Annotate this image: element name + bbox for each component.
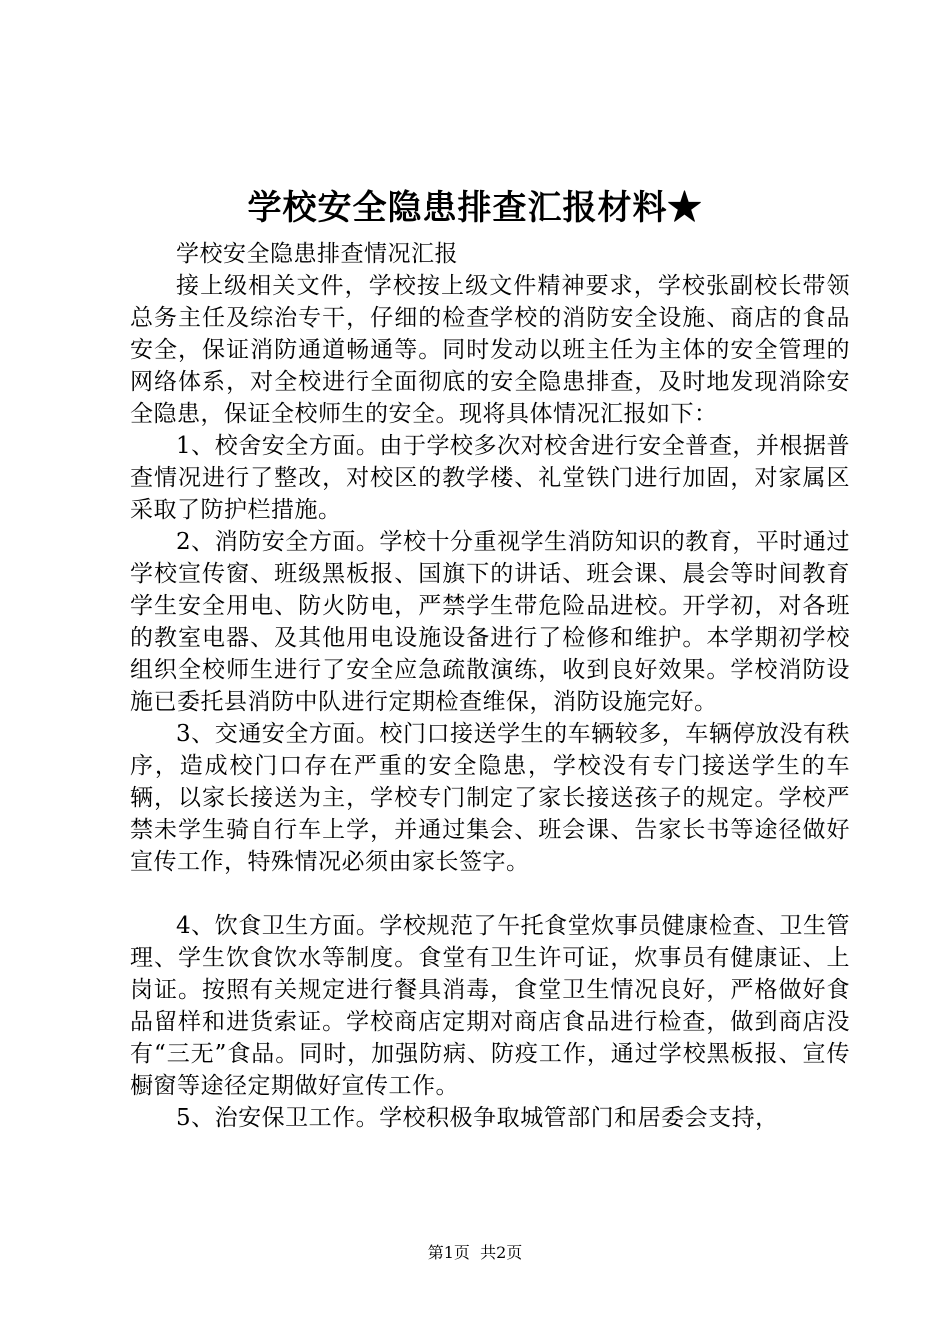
paragraph-food-hygiene: 4、饮食卫生方面。学校规范了午托食堂炊事员健康检查、卫生管理、学生饮食饮水等制度。食堂有卫生许可证，炊事员有健康证、上岗证。按照有关规定进行餐具消毒，食堂卫生情况良好，严格做好食品留样和进货索证。学校商店定期对商店食品进行检查，做到商店没有“三无”食品。同时，加强防病、防疫工作，通过学校黑板报、宣传橱窗等途径定期做好宣传工作。 bbox=[130, 913, 850, 1099]
paragraph-intro: 接上级相关文件，学校按上级文件精神要求，学校张副校长带领总务主任及综治专干，仔细的检查学校的消防安全设施、商店的食品安全，保证消防通道畅通等。同时发动以班主任为主体的安全管理的网络体系，对全校进行全面彻底的安全隐患排查，及时地发现消除安全隐患，保证全校师生的安全。现将具体情况汇报如下： bbox=[130, 273, 850, 427]
document-subtitle: 学校安全隐患排查情况汇报 bbox=[176, 241, 458, 267]
document-body bbox=[130, 238, 850, 1134]
paragraph-fire-safety: 2、消防安全方面。学校十分重视学生消防知识的教育，平时通过学校宣传窗、班级黑板报、国旗下的讲话、班会课、晨会等时间教育学生安全用电、防火防电，严禁学生带危险品进校。开学初，对各班的教室电器、及其他用电设施设备进行了检修和维护。本学期初学校组织全校师生进行了安全应急疏散演练，收到良好效果。学校消防设施已委托县消防中队进行定期检查维保，消防设施完好。 bbox=[130, 529, 850, 715]
paragraph-traffic-safety: 3、交通安全方面。校门口接送学生的车辆较多，车辆停放没有秩序，造成校门口存在严重的安全隐患，学校没有专门接送学生的车辆，以家长接送为主，学校专门制定了家长接送孩子的规定。学校严禁未学生骑自行车上学，并通过集会、班会课、告家长书等途径做好宣传工作，特殊情况必须由家长签字。 bbox=[130, 721, 850, 875]
page-number-footer: 第1页 共2页 bbox=[427, 1243, 523, 1262]
paragraph-school-buildings: 1、校舍安全方面。由于学校多次对校舍进行安全普查，并根据普查情况进行了整改，对校区的教学楼、礼堂铁门进行加固，对家属区采取了防护栏措施。 bbox=[130, 433, 850, 523]
paragraph-security: 5、治安保卫工作。学校积极争取城管部门和居委会支持， bbox=[176, 1105, 779, 1131]
document-title: 学校安全隐患排查汇报材料★ bbox=[247, 188, 703, 228]
